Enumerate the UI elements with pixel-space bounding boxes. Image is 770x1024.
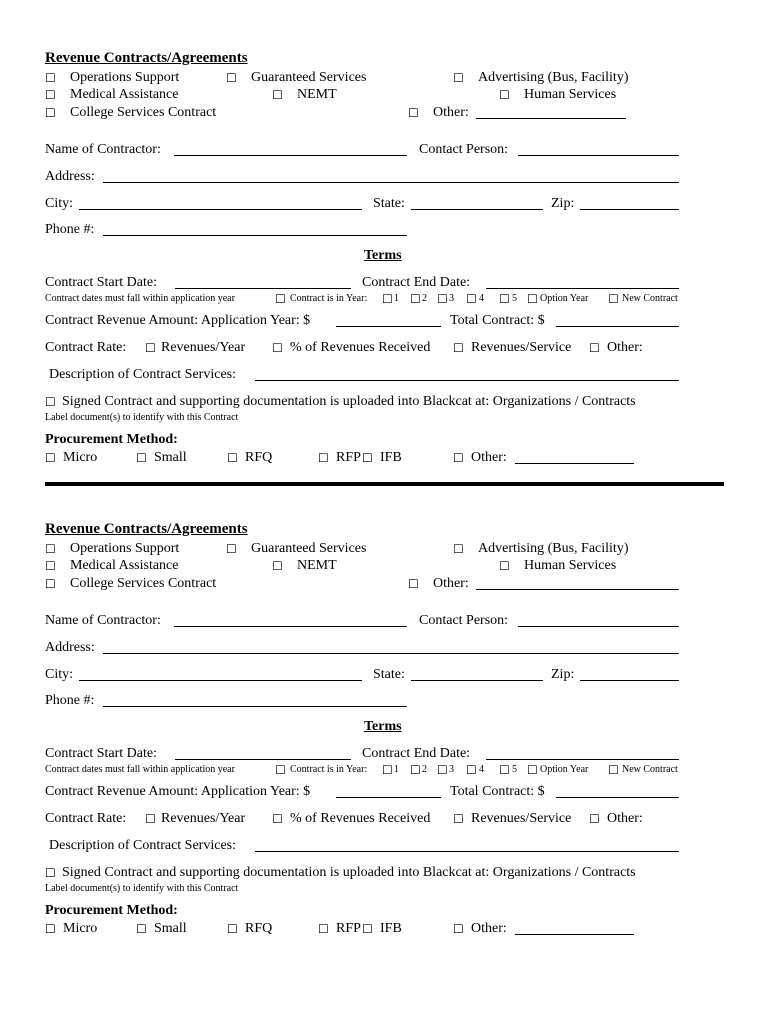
label-rfq: RFQ — [245, 450, 273, 465]
label-procurement-other: Other: — [471, 921, 507, 936]
city-field[interactable] — [79, 209, 362, 210]
label-phone: Phone #: — [45, 222, 95, 237]
checkbox-rfq[interactable]: ☐ — [227, 922, 238, 936]
label-revenues-year: Revenues/Year — [161, 340, 246, 355]
checkbox-year-1[interactable]: ☐ — [382, 292, 393, 306]
label-phone: Phone #: — [45, 693, 95, 708]
label-other-type: Other: — [433, 576, 469, 591]
label-rfp: RFP — [336, 921, 361, 936]
label-revenues-year: Revenues/Year — [161, 811, 246, 826]
label-pct-revenues: % of Revenues Received — [290, 811, 431, 826]
label-description: Description of Contract Services: — [49, 838, 237, 853]
checkbox-micro[interactable]: ☐ — [45, 922, 56, 936]
label-description: Description of Contract Services: — [49, 367, 237, 382]
label-document-note: Label document(s) to identify with this Contract — [45, 883, 239, 894]
other-type-field[interactable] — [476, 118, 626, 119]
address-field[interactable] — [103, 653, 679, 654]
end-date-field[interactable] — [486, 759, 679, 760]
checkbox-ifb[interactable]: ☐ — [362, 922, 373, 936]
checkbox-rfq[interactable]: ☐ — [227, 451, 238, 465]
label-document-note: Label document(s) to identify with this Contract — [45, 412, 239, 423]
checkbox-revenues-year[interactable]: ☐ — [145, 341, 156, 355]
label-micro: Micro — [63, 921, 98, 936]
checkbox-human-services[interactable]: ☐ — [499, 88, 510, 102]
label-small: Small — [154, 450, 187, 465]
checkbox-revenues-service[interactable]: ☐ — [453, 812, 464, 826]
label-new-contract: New Contract — [622, 764, 678, 775]
label-rfq: RFQ — [245, 921, 273, 936]
label-new-contract: New Contract — [622, 293, 678, 304]
label-address: Address: — [45, 169, 95, 184]
checkbox-medical-assistance[interactable]: ☐ — [45, 559, 56, 573]
label-pct-revenues: % of Revenues Received — [290, 340, 431, 355]
label-option-year: Option Year — [540, 764, 589, 775]
label-contract-in-year: Contract is in Year: — [290, 764, 368, 775]
label-human-services: Human Services — [524, 558, 617, 573]
checkbox-guaranteed-services[interactable]: ☐ — [226, 542, 237, 556]
checkbox-small[interactable]: ☐ — [136, 451, 147, 465]
checkbox-nemt[interactable]: ☐ — [272, 88, 283, 102]
label-address: Address: — [45, 640, 95, 655]
form-section-1 — [0, 0, 770, 470]
label-advertising: Advertising (Bus, Facility) — [478, 541, 629, 556]
checkbox-operations-support[interactable]: ☐ — [45, 71, 56, 85]
revenue-amount-field[interactable] — [336, 326, 441, 327]
label-signed-contract: Signed Contract and supporting documentation is uploaded into Blackcat at: Organizations / Contracts — [62, 394, 636, 409]
label-nemt: NEMT — [297, 558, 337, 573]
label-rate-other: Other: — [607, 340, 643, 355]
phone-field[interactable] — [103, 706, 407, 707]
contact-person-field[interactable] — [518, 626, 679, 627]
terms-heading: Terms — [364, 719, 402, 734]
checkbox-procurement-other[interactable]: ☐ — [453, 922, 464, 936]
checkbox-year-4[interactable]: ☐ — [466, 292, 477, 306]
checkbox-small[interactable]: ☐ — [136, 922, 147, 936]
checkbox-college-services[interactable]: ☐ — [45, 106, 56, 120]
checkbox-signed-contract[interactable]: ☐ — [45, 866, 56, 880]
checkbox-year-4[interactable]: ☐ — [466, 763, 477, 777]
label-college-services: College Services Contract — [70, 576, 217, 591]
checkbox-rfp[interactable]: ☐ — [318, 451, 329, 465]
checkbox-year-5[interactable]: ☐ — [499, 763, 510, 777]
label-signed-contract: Signed Contract and supporting documentation is uploaded into Blackcat at: Organizations / Contracts — [62, 865, 636, 880]
checkbox-ifb[interactable]: ☐ — [362, 451, 373, 465]
label-year-3: 3 — [449, 764, 454, 775]
checkbox-other-type[interactable]: ☐ — [408, 106, 419, 120]
label-state: State: — [373, 667, 405, 682]
checkbox-rate-other[interactable]: ☐ — [589, 341, 600, 355]
label-zip: Zip: — [551, 196, 575, 211]
label-city: City: — [45, 196, 74, 211]
checkbox-procurement-other[interactable]: ☐ — [453, 451, 464, 465]
label-state: State: — [373, 196, 405, 211]
label-nemt: NEMT — [297, 87, 337, 102]
label-year-3: 3 — [449, 293, 454, 304]
city-field[interactable] — [79, 680, 362, 681]
label-zip: Zip: — [551, 667, 575, 682]
description-field[interactable] — [255, 380, 679, 381]
checkbox-signed-contract[interactable]: ☐ — [45, 395, 56, 409]
start-date-field[interactable] — [175, 288, 351, 289]
checkbox-year-3[interactable]: ☐ — [437, 763, 448, 777]
checkbox-option-year[interactable]: ☐ — [527, 292, 538, 306]
label-year-4: 4 — [479, 293, 484, 304]
checkbox-year-1[interactable]: ☐ — [382, 763, 393, 777]
checkbox-new-contract[interactable]: ☐ — [608, 763, 619, 777]
label-contract-rate: Contract Rate: — [45, 340, 127, 355]
contractor-name-field[interactable] — [174, 155, 407, 156]
form-title: Revenue Contracts/Agreements — [45, 50, 248, 66]
label-other-type: Other: — [433, 105, 469, 120]
terms-heading: Terms — [364, 248, 402, 263]
label-small: Small — [154, 921, 187, 936]
checkbox-operations-support[interactable]: ☐ — [45, 542, 56, 556]
description-field[interactable] — [255, 851, 679, 852]
label-human-services: Human Services — [524, 87, 617, 102]
label-rfp: RFP — [336, 450, 361, 465]
label-advertising: Advertising (Bus, Facility) — [478, 70, 629, 85]
end-date-field[interactable] — [486, 288, 679, 289]
checkbox-new-contract[interactable]: ☐ — [608, 292, 619, 306]
total-contract-field[interactable] — [556, 326, 679, 327]
checkbox-guaranteed-services[interactable]: ☐ — [226, 71, 237, 85]
label-operations-support: Operations Support — [70, 541, 180, 556]
checkbox-year-3[interactable]: ☐ — [437, 292, 448, 306]
label-ifb: IFB — [380, 921, 402, 936]
form-title: Revenue Contracts/Agreements — [45, 521, 248, 537]
procurement-other-field[interactable] — [515, 463, 634, 464]
procurement-heading: Procurement Method: — [45, 432, 178, 447]
label-micro: Micro — [63, 450, 98, 465]
label-year-4: 4 — [479, 764, 484, 775]
checkbox-pct-revenues[interactable]: ☐ — [272, 812, 283, 826]
label-medical-assistance: Medical Assistance — [70, 558, 179, 573]
label-contractor-name: Name of Contractor: — [45, 613, 161, 628]
label-city: City: — [45, 667, 74, 682]
other-type-field[interactable] — [476, 589, 679, 590]
label-total-contract: Total Contract: $ — [450, 784, 545, 799]
checkbox-year-2[interactable]: ☐ — [410, 763, 421, 777]
label-revenue-amount: Contract Revenue Amount: Application Year: $ — [45, 784, 311, 799]
label-revenues-service: Revenues/Service — [471, 340, 572, 355]
checkbox-contract-in-year[interactable]: ☐ — [275, 763, 286, 777]
label-medical-assistance: Medical Assistance — [70, 87, 179, 102]
checkbox-micro[interactable]: ☐ — [45, 451, 56, 465]
revenue-amount-field[interactable] — [336, 797, 441, 798]
label-contact-person: Contact Person: — [419, 613, 509, 628]
label-year-5: 5 — [512, 293, 517, 304]
zip-field[interactable] — [580, 680, 679, 681]
start-date-field[interactable] — [175, 759, 351, 760]
label-year-2: 2 — [422, 764, 427, 775]
label-revenues-service: Revenues/Service — [471, 811, 572, 826]
checkbox-medical-assistance[interactable]: ☐ — [45, 88, 56, 102]
checkbox-contract-in-year[interactable]: ☐ — [275, 292, 286, 306]
checkbox-college-services[interactable]: ☐ — [45, 577, 56, 591]
contact-person-field[interactable] — [518, 155, 679, 156]
label-year-5: 5 — [512, 764, 517, 775]
label-option-year: Option Year — [540, 293, 589, 304]
label-year-1: 1 — [394, 764, 399, 775]
checkbox-rate-other[interactable]: ☐ — [589, 812, 600, 826]
checkbox-advertising[interactable]: ☐ — [453, 71, 464, 85]
label-start-date: Contract Start Date: — [45, 275, 157, 290]
label-start-date: Contract Start Date: — [45, 746, 157, 761]
checkbox-revenues-year[interactable]: ☐ — [145, 812, 156, 826]
label-guaranteed-services: Guaranteed Services — [251, 541, 367, 556]
form-section-2 — [0, 471, 770, 941]
checkbox-advertising[interactable]: ☐ — [453, 542, 464, 556]
label-operations-support: Operations Support — [70, 70, 180, 85]
label-end-date: Contract End Date: — [362, 275, 471, 290]
label-contact-person: Contact Person: — [419, 142, 509, 157]
total-contract-field[interactable] — [556, 797, 679, 798]
label-contractor-name: Name of Contractor: — [45, 142, 161, 157]
zip-field[interactable] — [580, 209, 679, 210]
state-field[interactable] — [411, 680, 543, 681]
dates-note: Contract dates must fall within application year — [45, 764, 235, 775]
checkbox-year-5[interactable]: ☐ — [499, 292, 510, 306]
procurement-other-field[interactable] — [515, 934, 634, 935]
label-end-date: Contract End Date: — [362, 746, 471, 761]
label-contract-in-year: Contract is in Year: — [290, 293, 368, 304]
checkbox-other-type[interactable]: ☐ — [408, 577, 419, 591]
state-field[interactable] — [411, 209, 543, 210]
label-year-2: 2 — [422, 293, 427, 304]
label-contract-rate: Contract Rate: — [45, 811, 127, 826]
checkbox-nemt[interactable]: ☐ — [272, 559, 283, 573]
checkbox-pct-revenues[interactable]: ☐ — [272, 341, 283, 355]
checkbox-revenues-service[interactable]: ☐ — [453, 341, 464, 355]
label-guaranteed-services: Guaranteed Services — [251, 70, 367, 85]
dates-note: Contract dates must fall within application year — [45, 293, 235, 304]
contractor-name-field[interactable] — [174, 626, 407, 627]
label-total-contract: Total Contract: $ — [450, 313, 545, 328]
label-rate-other: Other: — [607, 811, 643, 826]
phone-field[interactable] — [103, 235, 407, 236]
checkbox-human-services[interactable]: ☐ — [499, 559, 510, 573]
checkbox-year-2[interactable]: ☐ — [410, 292, 421, 306]
label-year-1: 1 — [394, 293, 399, 304]
checkbox-rfp[interactable]: ☐ — [318, 922, 329, 936]
label-ifb: IFB — [380, 450, 402, 465]
label-procurement-other: Other: — [471, 450, 507, 465]
checkbox-option-year[interactable]: ☐ — [527, 763, 538, 777]
label-college-services: College Services Contract — [70, 105, 217, 120]
label-revenue-amount: Contract Revenue Amount: Application Year: $ — [45, 313, 311, 328]
procurement-heading: Procurement Method: — [45, 903, 178, 918]
address-field[interactable] — [103, 182, 679, 183]
